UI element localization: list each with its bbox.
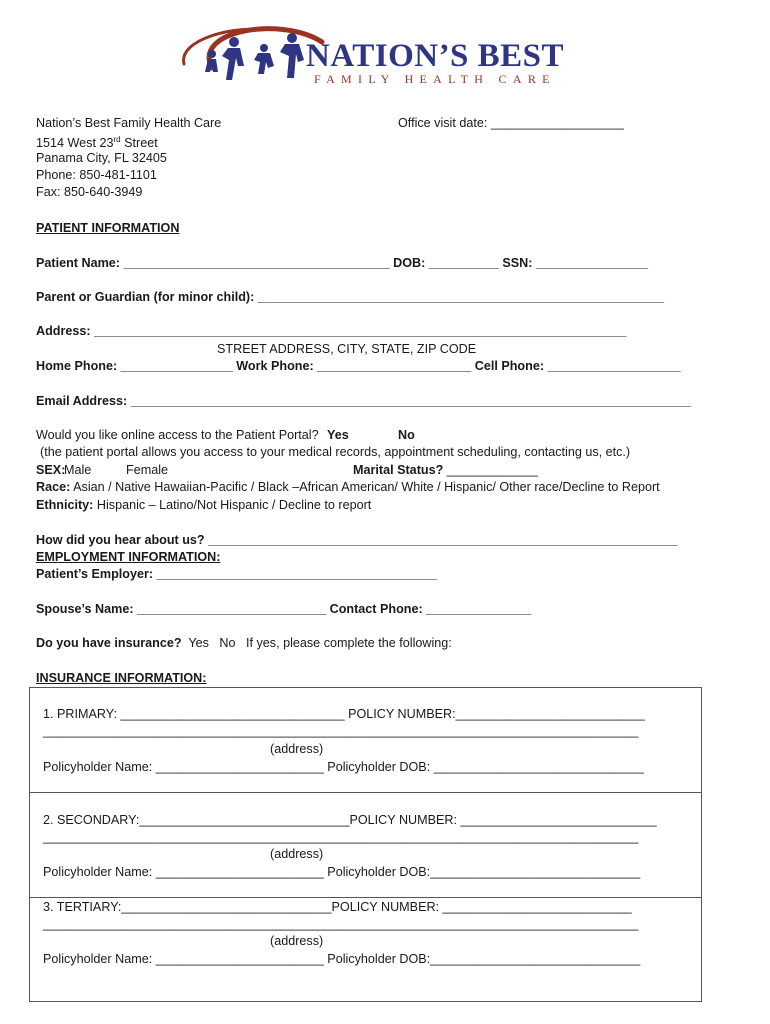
portal-yes-option[interactable]: Yes	[327, 428, 349, 442]
tertiary-insurance-field[interactable]: 3. TERTIARY:______________________________POLICY NUMBER: ___________________________	[43, 900, 632, 914]
insurance-question-options: Yes No If yes, please complete the following:	[181, 636, 452, 650]
clinic-phone: Phone: 850-481-1101	[36, 168, 157, 182]
primary-address-field[interactable]: _____________________________________________________________________________________	[43, 724, 639, 738]
ethnicity-line[interactable]	[36, 497, 371, 513]
primary-policyholder-field[interactable]: Policyholder Name: ________________________ Policyholder DOB: ______________________________	[43, 760, 644, 774]
guardian-field[interactable]: Parent or Guardian (for minor child): __________________________________________________________	[36, 290, 665, 304]
phones-fields[interactable]: Home Phone: ________________ Work Phone: ______________________ Cell Phone: ___________________	[36, 359, 681, 373]
secondary-policyholder-field[interactable]: Policyholder Name: ________________________ Policyholder DOB:______________________________	[43, 865, 641, 879]
address-caption: STREET ADDRESS, CITY, STATE, ZIP CODE	[217, 342, 477, 356]
patient-name-dob-ssn-fields[interactable]: Patient Name: ______________________________________ DOB: __________ SSN: ________________	[36, 256, 649, 270]
employment-heading: EMPLOYMENT INFORMATION:	[36, 550, 221, 564]
employer-field[interactable]: Patient’s Employer: ________________________________________	[36, 567, 437, 581]
email-field[interactable]: Email Address: ________________________________________________________________________________	[36, 394, 692, 408]
secondary-address-field[interactable]: _____________________________________________________________________________________	[43, 830, 639, 844]
race-line[interactable]	[36, 479, 660, 495]
primary-insurance-field[interactable]: 1. PRIMARY: ________________________________ POLICY NUMBER:___________________________	[43, 707, 645, 721]
clinic-name: Nation’s Best Family Health Care	[36, 116, 222, 130]
race-options: Asian / Native Hawaiian-Pacific / Black –African American/ White / Hispanic/ Other race/Decline to Report	[70, 480, 660, 494]
logo-name: NATION’S BEST	[306, 38, 565, 74]
clinic-city: Panama City, FL 32405	[36, 151, 167, 165]
primary-address-caption: (address)	[270, 742, 324, 756]
tertiary-policyholder-field[interactable]: Policyholder Name: ________________________ Policyholder DOB:______________________________	[43, 952, 641, 966]
logo-tagline: FAMILY HEALTH CARE	[314, 72, 556, 86]
clinic-street-prefix: 1514 West 23	[36, 136, 114, 151]
patient-info-heading: PATIENT INFORMATION	[36, 221, 180, 235]
sex-male-option[interactable]: Male	[64, 463, 92, 477]
marital-status-field[interactable]	[353, 462, 538, 478]
clinic-street	[36, 132, 158, 151]
insurance-divider	[29, 897, 702, 898]
sex-female-option[interactable]: Female	[126, 463, 168, 477]
insurance-question[interactable]	[36, 635, 452, 651]
insurance-heading: INSURANCE INFORMATION:	[36, 671, 207, 685]
secondary-insurance-field[interactable]: 2. SECONDARY:______________________________POLICY NUMBER: ____________________________	[43, 813, 657, 827]
portal-note: (the patient portal allows you access to your medical records, appointment scheduling, contacting us, etc.)	[40, 445, 631, 459]
hear-about-us-field[interactable]: How did you hear about us? ___________________________________________________________________	[36, 533, 678, 547]
ethnicity-options: Hispanic – Latino/Not Hispanic / Decline to report	[93, 498, 372, 512]
race-label: Race:	[36, 480, 71, 494]
insurance-question-label: Do you have insurance?	[36, 636, 182, 650]
clinic-street-suffix: Street	[120, 136, 158, 151]
secondary-address-caption: (address)	[270, 847, 324, 861]
spouse-contact-fields[interactable]: Spouse’s Name: ___________________________ Contact Phone: _______________	[36, 602, 532, 616]
marital-blank: _____________	[443, 463, 538, 477]
ethnicity-label: Ethnicity:	[36, 498, 94, 512]
tertiary-address-field[interactable]: _____________________________________________________________________________________	[43, 917, 639, 931]
clinic-fax: Fax: 850-640-3949	[36, 185, 143, 199]
clinic-street-sup: rd	[113, 135, 121, 144]
address-field[interactable]: Address: ____________________________________________________________________________	[36, 324, 627, 338]
tertiary-address-caption: (address)	[270, 934, 324, 948]
office-visit-date-field[interactable]: Office visit date: ___________________	[398, 116, 624, 130]
portal-question: Would you like online access to the Patient Portal?	[36, 428, 319, 442]
sex-label: SEX:	[36, 463, 66, 477]
marital-label: Marital Status?	[353, 463, 444, 477]
portal-no-option[interactable]: No	[398, 428, 415, 442]
insurance-divider	[29, 792, 702, 793]
